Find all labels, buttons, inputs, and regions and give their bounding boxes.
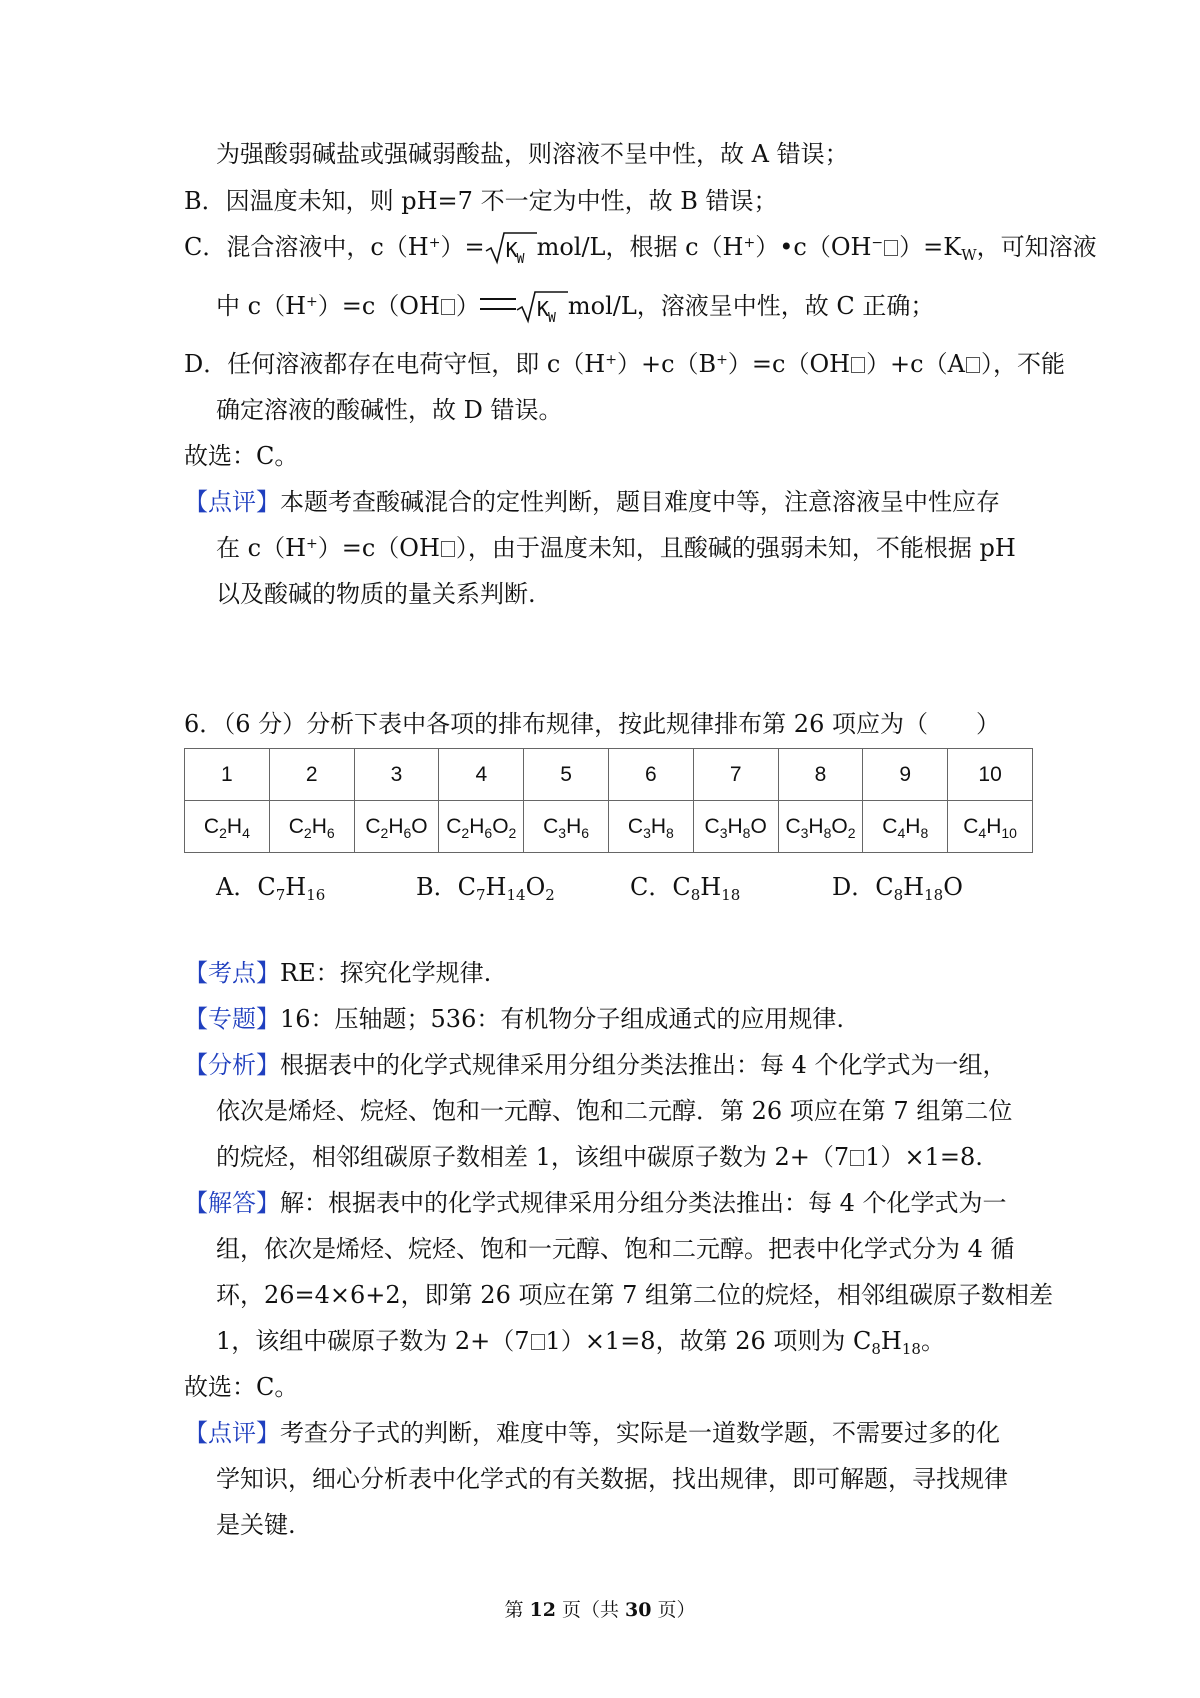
table-cell-index: 4 xyxy=(439,749,524,801)
review-line: 【点评】本题考查酸碱混合的定性判断，题目难度中等，注意溶液呈中性应存 xyxy=(184,488,1000,516)
table-cell-index: 6 xyxy=(608,749,693,801)
zhuanti-tag: 【专题】 xyxy=(184,1005,280,1033)
review-tag: 【点评】 xyxy=(184,488,280,516)
option-d: D．$C_8H_{18}O$ xyxy=(832,873,963,904)
choice-line: 故选：C。 xyxy=(184,1373,299,1401)
missing-glyph-box xyxy=(441,299,455,315)
identity-sign-icon xyxy=(480,298,516,310)
table-cell-index: 8 xyxy=(778,749,863,801)
table-row-index xyxy=(185,749,1033,801)
sqrt-kw-icon: $K_W$ xyxy=(516,290,568,324)
jieda-line: 环，26=4×6+2，即第 26 项应在第 7 组第二位的烷烃，相邻组碳原子数相差 xyxy=(216,1281,1053,1309)
missing-glyph-box xyxy=(531,1334,545,1350)
missing-glyph-box xyxy=(851,357,865,373)
table-cell-index: 1 xyxy=(185,749,270,801)
zhuanti-line: 【专题】16：压轴题；536：有机物分子组成通式的应用规律. xyxy=(184,1005,844,1033)
sqrt-kw-icon: $K_W$ xyxy=(485,231,537,265)
table-cell-index: 9 xyxy=(863,749,948,801)
fenxi-line: 【分析】根据表中的化学式规律采用分组分类法推出：每 4 个化学式为一组， xyxy=(184,1051,1007,1079)
question-stem: 6．（6 分）分析下表中各项的排布规律，按此规律排布第 26 项应为（ ） xyxy=(184,710,1000,738)
missing-glyph-box xyxy=(884,240,898,256)
table-row-formula xyxy=(185,801,1033,853)
choice-line: 故选：C。 xyxy=(184,442,299,470)
text-line-c: C．混合溶液中，c（H+）= $K_W$ mol/L，根据 c（H+）•c（OH− ）$=K_W$，可知溶液 xyxy=(184,233,1097,267)
text-line: B．因温度未知，则 pH=7 不一定为中性，故 B 错误； xyxy=(184,187,778,215)
option-a: A．$C_7H_{16}$ xyxy=(216,873,326,904)
kaodian-line: 【考点】RE：探究化学规律. xyxy=(184,959,492,987)
jieda-line: 1，该组中碳原子数为 2+（7 1）×1=8，故第 26 项则为 $C_8H_{18}$。 xyxy=(216,1327,945,1358)
table-cell-index: 10 xyxy=(948,749,1033,801)
pingyu-line: 是关键. xyxy=(216,1511,296,1539)
text-line-d: D．任何溶液都存在电荷守恒，即 c（H+）+c（B+）=c（OH ）+c（A ），不能 xyxy=(184,350,1065,378)
review-line: 以及酸碱的物质的量关系判断. xyxy=(216,580,536,608)
jieda-line: 组，依次是烯烃、烷烃、饱和一元醇、饱和二元醇。把表中化学式分为 4 循 xyxy=(216,1235,1015,1263)
pingyu-tag: 【点评】 xyxy=(184,1419,280,1447)
table-cell-formula: $C_3H_6$ xyxy=(524,801,609,853)
missing-glyph-box xyxy=(850,1150,864,1166)
pingyu-line: 【点评】考查分子式的判断，难度中等，实际是一道数学题，不需要过多的化 xyxy=(184,1419,1000,1447)
table-cell-index: 3 xyxy=(354,749,439,801)
option-b: B．$C_7H_{14}O_2$ xyxy=(416,873,555,904)
page-footer: 第 12 页（共 30 页） xyxy=(504,1599,696,1621)
fenxi-line: 依次是烯烃、烷烃、饱和一元醇、饱和二元醇．第 26 项应在第 7 组第二位 xyxy=(216,1097,1013,1125)
jieda-tag: 【解答】 xyxy=(184,1189,280,1217)
table-cell-formula: $C_3H_8O_2$ xyxy=(778,801,863,853)
table-cell-index: 2 xyxy=(269,749,354,801)
table-cell-formula: $C_4H_{10}$ xyxy=(948,801,1033,853)
table-cell-formula: $C_2H_6O$ xyxy=(354,801,439,853)
text-line: 为强酸弱碱盐或强碱弱酸盐，则溶液不呈中性，故 A 错误； xyxy=(216,140,849,168)
table-cell-formula: $C_3H_8O$ xyxy=(693,801,778,853)
option-c: C．$C_8H_{18}$ xyxy=(630,873,741,904)
pingyu-line: 学知识，细心分析表中化学式的有关数据，找出规律，即可解题，寻找规律 xyxy=(216,1465,1008,1493)
table-cell-formula: $C_2H_4$ xyxy=(185,801,270,853)
sequence-table xyxy=(184,748,1033,853)
table-cell-index: 7 xyxy=(693,749,778,801)
table-cell-formula: $C_2H_6$ xyxy=(269,801,354,853)
fenxi-tag: 【分析】 xyxy=(184,1051,280,1079)
table-cell-formula: $C_4H_8$ xyxy=(863,801,948,853)
kaodian-tag: 【考点】 xyxy=(184,959,280,987)
table-cell-index: 5 xyxy=(524,749,609,801)
missing-glyph-box xyxy=(966,357,980,373)
review-line: 在 c（H+）=c（OH ），由于温度未知，且酸碱的强弱未知，不能根据 pH xyxy=(216,534,1016,562)
text-line-c2: 中 c（H+）=c（OH ） $K_W$ mol/L，溶液呈中性，故 C 正确； xyxy=(216,292,935,326)
fenxi-line: 的烷烃，相邻组碳原子数相差 1，该组中碳原子数为 2+（7 1）×1=8. xyxy=(216,1143,983,1171)
missing-glyph-box xyxy=(441,541,455,557)
text-line: 确定溶液的酸碱性，故 D 错误。 xyxy=(216,396,563,424)
jieda-line: 【解答】解：根据表中的化学式规律采用分组分类法推出：每 4 个化学式为一 xyxy=(184,1189,1007,1217)
table-cell-formula: $C_3H_8$ xyxy=(608,801,693,853)
table-cell-formula: $C_2H_6O_2$ xyxy=(439,801,524,853)
